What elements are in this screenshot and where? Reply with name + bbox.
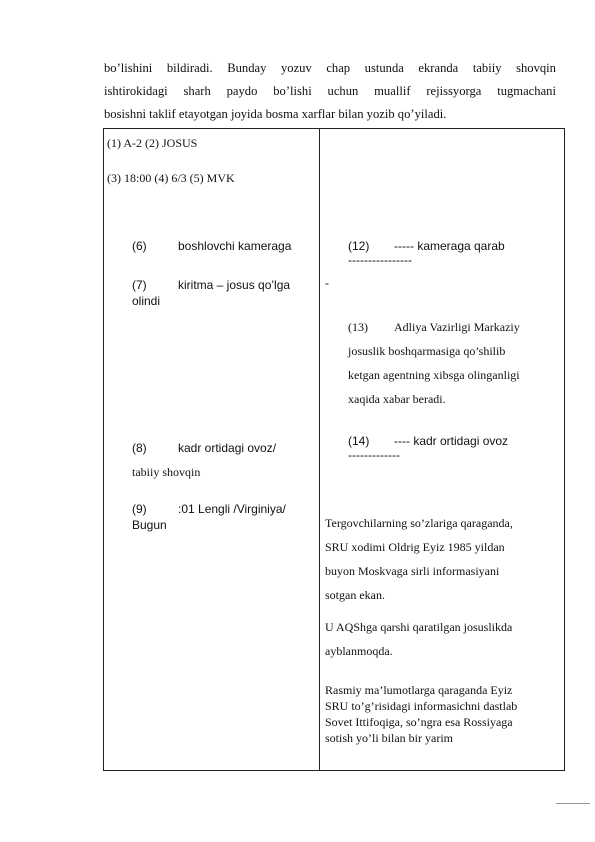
cue-13-line: ketgan agentning xibsga olinganligi	[348, 368, 520, 382]
dash-line: -------------	[348, 448, 400, 462]
cue-text: kiritma – josus qo’lga	[178, 278, 291, 292]
stray-dash: -	[325, 276, 329, 290]
script-table	[103, 128, 565, 771]
intro-paragraph	[104, 57, 556, 126]
word: paydo	[226, 84, 258, 98]
word: muallif	[374, 84, 411, 98]
intro-line-3: bosishni taklif etayotgan joyida bosma xarflar bilan yozib qo’yiladi.	[104, 107, 447, 121]
cue-text: boshlovchi kameraga	[178, 239, 292, 253]
narration-line: ayblanmoqda.	[325, 644, 393, 658]
cue-8-continued: tabiiy shovqin	[132, 465, 201, 479]
narration-line: buyon Moskvaga sirli informasiyani	[325, 564, 500, 578]
dash-line: ----------------	[348, 253, 412, 267]
word: rejissyorga	[426, 84, 482, 98]
word: bo’lishini	[104, 61, 153, 75]
cue-number: (13)	[348, 320, 368, 334]
word: ekranda	[418, 61, 459, 75]
cue-13	[348, 320, 520, 335]
cue-number: (14)	[348, 434, 370, 448]
cue-6	[132, 239, 291, 253]
cue-number: (9)	[132, 502, 147, 516]
video-column	[104, 129, 320, 771]
word: ishtirokidagi	[104, 84, 168, 98]
word: ustunda	[364, 61, 404, 75]
cue-text: ---- kadr ortidagi ovoz	[394, 434, 509, 448]
cue-number: (12)	[348, 239, 370, 253]
audio-column	[320, 129, 565, 771]
word: yozuv	[280, 61, 312, 75]
cue-7	[132, 278, 290, 292]
cue-8	[132, 441, 276, 455]
cue-13-line: xaqida xabar beradi.	[348, 392, 446, 406]
narration-line: SRU to’g’risidagi informasichni dastlab	[325, 699, 518, 713]
word: tabiiy	[472, 61, 502, 75]
word: shovqin	[516, 61, 556, 75]
slug-line-2: (3) 18:00 (4) 6/3 (5) MVK	[107, 171, 235, 185]
cue-14	[348, 434, 508, 448]
narration-line: SRU xodimi Oldrig Eyiz 1985 yildan	[325, 540, 505, 554]
narration-line: sotgan ekan.	[325, 588, 385, 602]
narration-line: sotish yo’li bilan bir yarim	[325, 731, 453, 745]
word: Bunday	[227, 61, 267, 75]
intro-line-2	[104, 80, 556, 103]
narration-line: Rasmiy ma’lumotlarga qaraganda Eyiz	[325, 683, 513, 697]
cue-13-line: josuslik boshqarmasiga qo’shilib	[348, 344, 506, 358]
narration-line: U AQShga qarshi qaratilgan josuslikda	[325, 620, 513, 634]
cue-text: kadr ortidagi ovoz/	[178, 441, 277, 455]
narration-line: Tergovchilarning so’zlariga qaraganda,	[325, 516, 513, 530]
footer-divider	[556, 803, 590, 804]
cue-text: :01 Lengli /Virginiya/	[178, 502, 286, 516]
word: tugmachani	[497, 84, 556, 98]
word: chap	[326, 61, 351, 75]
word: bildiradi.	[166, 61, 213, 75]
intro-line-1	[104, 57, 556, 80]
word: bo’lishi	[273, 84, 312, 98]
cue-number: (8)	[132, 441, 147, 455]
narration-line: Sovet Ittifoqiga, so’ngra esa Rossiyaga	[325, 715, 513, 729]
word: uchun	[327, 84, 359, 98]
cue-9-continued: Bugun	[132, 518, 167, 532]
cue-12	[348, 239, 505, 253]
word: sharh	[183, 84, 211, 98]
cue-number: (6)	[132, 239, 147, 253]
cue-number: (7)	[132, 278, 147, 292]
cue-text: ----- kameraga qarab	[394, 239, 505, 253]
cue-9	[132, 502, 286, 516]
cue-7-continued: olindi	[132, 294, 161, 308]
slug-line-1: (1) A-2 (2) JOSUS	[107, 136, 198, 150]
cue-text: Adliya Vazirligi Markaziy	[394, 320, 520, 334]
